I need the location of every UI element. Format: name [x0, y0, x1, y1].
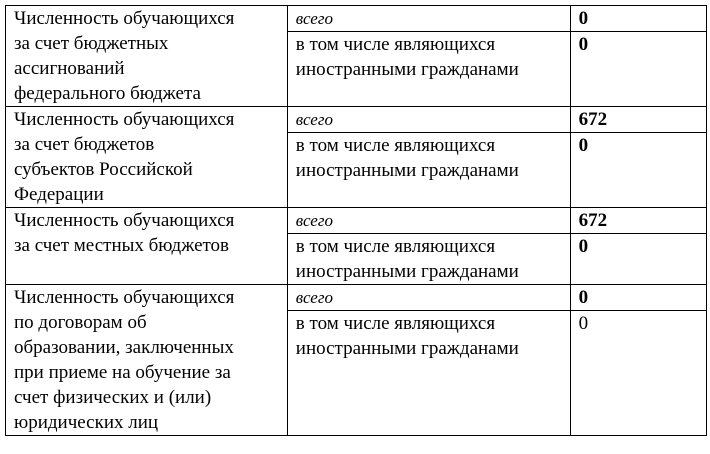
foreign-value: 0 — [570, 133, 706, 208]
foreign-value: 0 — [570, 32, 706, 107]
total-value: 0 — [570, 285, 706, 311]
foreign-label: в том числе являющихся иностранными гражданами — [287, 234, 570, 285]
row-label: Численность обучающихся за счет бюджетных ассигнований федерального бюджета — [6, 6, 288, 107]
total-value: 672 — [570, 107, 706, 133]
table-row — [6, 208, 707, 234]
total-value: 0 — [570, 6, 706, 32]
enrollment-table — [5, 5, 707, 436]
foreign-label: в том числе являющихся иностранными гражданами — [287, 133, 570, 208]
total-label: всего — [287, 208, 570, 234]
table-row — [6, 107, 707, 133]
foreign-value: 0 — [570, 234, 706, 285]
foreign-label: в том числе являющихся иностранными гражданами — [287, 311, 570, 436]
table-row — [6, 6, 707, 32]
foreign-value: 0 — [570, 311, 706, 436]
row-label: Численность обучающихся за счет местных бюджетов — [6, 208, 288, 285]
total-label: всего — [287, 107, 570, 133]
total-value: 672 — [570, 208, 706, 234]
row-label: Численность обучающихся по договорам об образовании, заключенных при приеме на обучение за счет физических и (или) юридических лиц — [6, 285, 288, 436]
total-label: всего — [287, 285, 570, 311]
total-label: всего — [287, 6, 570, 32]
row-label: Численность обучающихся за счет бюджетов субъектов Российской Федерации — [6, 107, 288, 208]
foreign-label: в том числе являющихся иностранными гражданами — [287, 32, 570, 107]
table-row — [6, 285, 707, 311]
